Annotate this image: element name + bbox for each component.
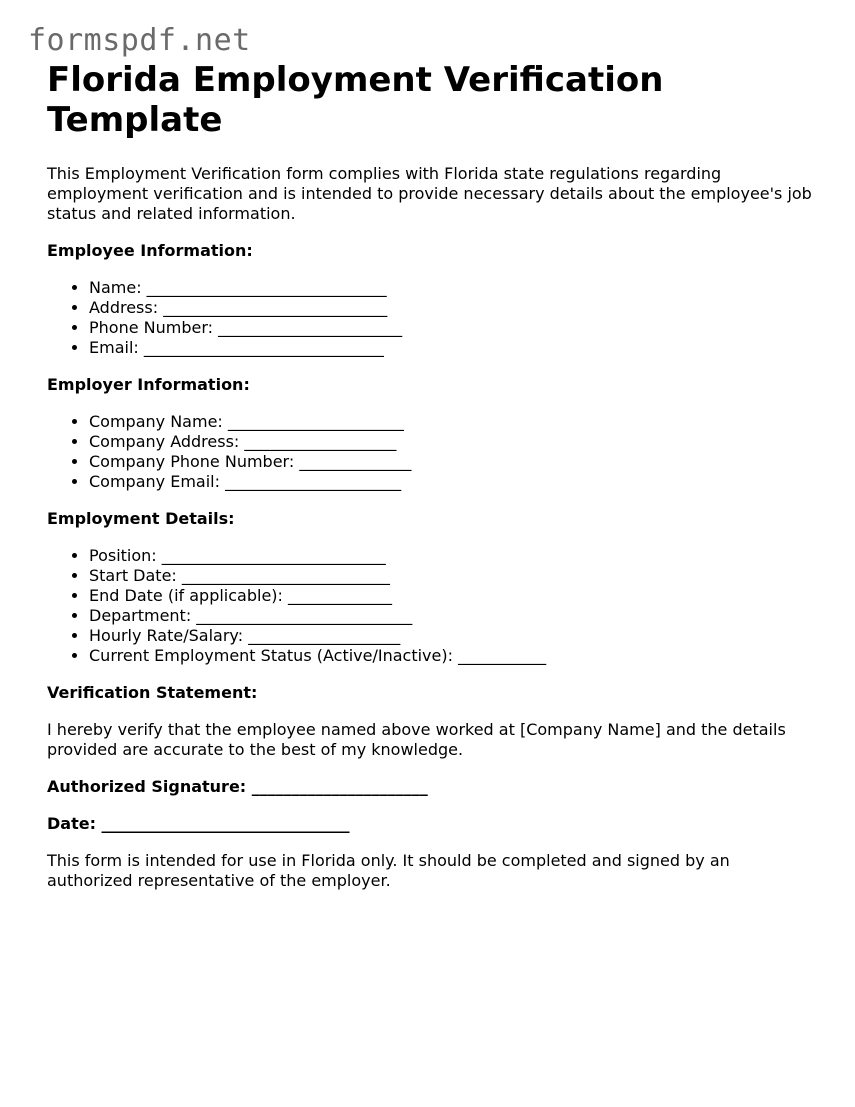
list-item: • Position: ____________________________ [89, 546, 817, 566]
employment-details-heading: Employment Details: [47, 509, 235, 528]
employee-info-heading: Employee Information: [47, 241, 253, 260]
signature-line: Authorized Signature: ______________________ [47, 777, 428, 796]
list-item: • End Date (if applicable): _____________ [89, 586, 817, 606]
list-item: • Company Name: ______________________ [89, 412, 817, 432]
list-item: • Hourly Rate/Salary: ___________________ [89, 626, 817, 646]
list-item: • Email: ______________________________ [89, 338, 817, 358]
employer-info-heading: Employer Information: [47, 375, 250, 394]
list-item: • Company Phone Number: ______________ [89, 452, 817, 472]
watermark-text: formspdf.net [28, 23, 251, 58]
employer-info-list [47, 412, 817, 492]
document-title: Florida Employment Verification Template [47, 60, 664, 140]
footer-note: This form is intended for use in Florida only. It should be completed and signed by an authorized representative of the employer. [47, 851, 730, 890]
intro-paragraph: This Employment Verification form complies with Florida state regulations regarding employment verification and is intended to provide necessary details about the employee's job status and related information. [47, 164, 812, 223]
document-page [47, 60, 817, 891]
employee-info-list [47, 278, 817, 358]
date-line: Date: _______________________________ [47, 814, 350, 833]
list-item: • Department: ___________________________ [89, 606, 817, 626]
list-item: • Company Address: ___________________ [89, 432, 817, 452]
list-item: • Current Employment Status (Active/Inactive): ___________ [89, 646, 817, 666]
list-item: • Start Date: __________________________ [89, 566, 817, 586]
list-item: • Name: ______________________________ [89, 278, 817, 298]
verification-statement: I hereby verify that the employee named above worked at [Company Name] and the details provided are accurate to the best of my knowledge. [47, 720, 786, 759]
employment-details-list [47, 546, 817, 666]
list-item: • Company Email: ______________________ [89, 472, 817, 492]
verification-heading: Verification Statement: [47, 683, 258, 702]
list-item: • Phone Number: _______________________ [89, 318, 817, 338]
list-item: • Address: ____________________________ [89, 298, 817, 318]
